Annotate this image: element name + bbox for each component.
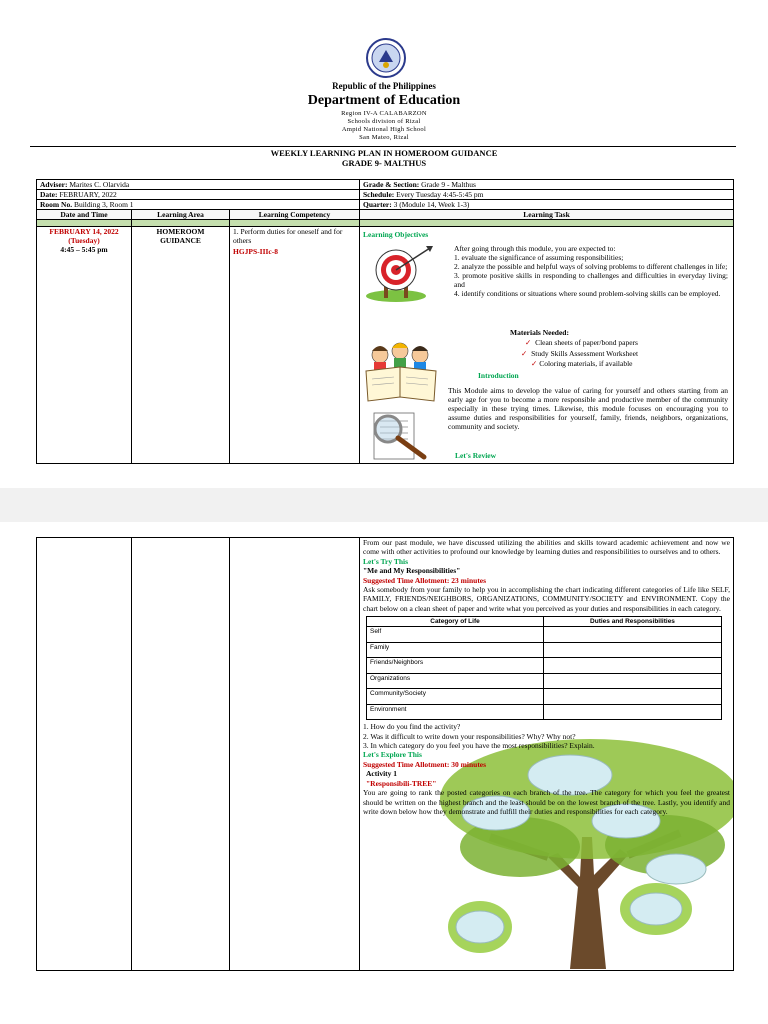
competency-text: 1. Perform duties for oneself and for others (233, 227, 343, 245)
competency-cell-empty (230, 538, 360, 971)
category-cell: Organizations (367, 673, 544, 689)
review-heading: Let's Review (455, 451, 497, 460)
category-cell: Friends/Neighbors (367, 658, 544, 674)
objective-item: 3. promote positive skills in responding to challenges and difficulties in everyday living; and (454, 271, 728, 289)
objectives-heading: Learning Objectives (363, 230, 429, 239)
objective-item: 2. analyze the possible and helpful ways of solving problems to different challenges in life; (454, 262, 728, 271)
column-header-task: Learning Task (360, 210, 734, 220)
category-cell: Self (367, 627, 544, 643)
learning-task-cell-continued (360, 538, 734, 971)
competency-cell (230, 227, 360, 464)
deped-seal-icon (366, 38, 406, 78)
chart-header-duties: Duties and Responsibilities (544, 617, 722, 627)
location-line: San Mateo, Rizal (359, 134, 409, 141)
target-icon (362, 244, 434, 304)
materials-heading: Materials Needed: (510, 328, 569, 337)
material-item: ✓ Study Skills Assessment Worksheet (521, 349, 639, 358)
introduction-text: This Module aims to develop the value of caring for yourself and others starting from an early age for you to become a more responsible and productive member of the community especially in these trying times. Likewise, this module focuses on encouraging you to assume duties and responsibilities for yourself, family, friends, neighbors, organizations, community and society. (448, 386, 728, 431)
column-header-competency: Learning Competency (230, 210, 360, 220)
objectives-intro: After going through this module, you are expected to: (454, 244, 616, 253)
chart-header-category: Category of Life (367, 617, 544, 627)
header-divider (30, 146, 736, 147)
room-cell: Room No. Building 3, Room 1 (37, 200, 360, 210)
column-header-area: Learning Area (132, 210, 230, 220)
check-icon: ✓ (521, 349, 528, 358)
check-icon: ✓ (531, 359, 538, 368)
review-text: From our past module, we have discussed utilizing the abilities and skills toward academic achievement and now we come with other activities to profound our knowledge by learning duties and responsibilities to ourselves and to others. (363, 538, 730, 557)
date-time-cell (37, 227, 132, 464)
activity-label: Activity 1 (366, 769, 398, 779)
time-allotment-1: Suggested Time Allotment: 23 minutes (363, 575, 487, 585)
plan-title: WEEKLY LEARNING PLAN IN HOMEROOM GUIDANCE (270, 148, 498, 158)
check-icon: ✓ (525, 338, 532, 347)
date-time-cell-empty (37, 538, 132, 971)
document-page-2 (0, 522, 768, 1024)
activity-title: "Responsibili-TREE" (366, 778, 437, 788)
category-cell: Family (367, 642, 544, 658)
objectives-block (454, 244, 728, 298)
schedule-cell: Schedule: Every Tuesday 4:45-5:45 pm (360, 190, 734, 200)
division-line: Schools division of Rizal (347, 118, 421, 125)
learning-area-cell-empty (132, 538, 230, 971)
kids-reading-icon (362, 337, 440, 407)
competency-code: HGJPS-IIIc-8 (233, 247, 278, 256)
adviser-cell: Adviser: Marites C. Olarvida (37, 180, 360, 190)
republic-heading: Republic of the Philippines (332, 81, 436, 91)
try-heading: Let's Try This (363, 556, 409, 566)
learning-plan-table-continued (36, 537, 734, 971)
column-header-date: Date and Time (37, 210, 132, 220)
department-heading: Department of Education (307, 93, 461, 108)
category-cell: Community/Society (367, 689, 544, 705)
lesson-time: 4:45 – 5:45 pm (60, 245, 108, 254)
lesson-date: FEBRUARY 14, 2022 (49, 227, 119, 236)
date-cell: Date: FEBRUARY, 2022 (37, 190, 360, 200)
lesson-day: (Tuesday) (68, 236, 100, 245)
question-item: 3. In which category do you feel you have the most responsibilities? Explain. (363, 741, 595, 751)
explore-heading: Let's Explore This (363, 750, 422, 760)
category-cell: Environment (367, 704, 544, 720)
material-item: ✓ Clean sheets of paper/bond papers (525, 338, 638, 347)
learning-task-cell (360, 227, 734, 464)
introduction-heading: Introduction (478, 371, 519, 380)
magnifier-document-icon (368, 411, 440, 461)
document-page-1 (0, 0, 768, 488)
objective-item: 1. evaluate the significance of assuming responsibilities; (454, 253, 624, 262)
learning-area-cell: HOMEROOM GUIDANCE (132, 227, 230, 464)
try-title: "Me and My Responsibilities" (363, 566, 461, 576)
try-instructions: Ask somebody from your family to help you in accomplishing the chart indicating different categories of Life like SELF, FAMILY, FRIENDS/NEIGHBORS, ORGANIZATIONS, COMMUNITY/SOCIETY and ENVIRONMENT. Copy the chart below on a clean sheet of paper and write what you perceived as your duties and responsibilities in each category. (363, 585, 730, 613)
region-line: Region IV-A CALABARZON (341, 110, 427, 117)
activity-text: You are going to rank the posted categories on each branch of the tree. The category for which you feel the greatest should be written on the highest branch and the least should be on the lowest branch of the tree. Lastly, you identify and write down below how they demonstrate and fulfill their duties and responsibilities for each category. (363, 788, 730, 816)
category-chart (366, 616, 722, 720)
quarter-cell: Quarter: 3 (Module 14, Week 1-3) (360, 200, 734, 210)
time-allotment-2: Suggested Time Allotment: 30 minutes (363, 759, 487, 769)
material-item: ✓ Coloring materials, if available (531, 359, 633, 368)
question-item: 2. Was it difficult to write down your responsibilities? Why? Why not? (363, 731, 576, 741)
learning-plan-table (36, 179, 734, 464)
plan-grade: GRADE 9- MALTHUS (341, 158, 427, 168)
school-line: Ampid National High School (341, 126, 427, 133)
objective-item: 4. identify conditions or situations where sound problem-solving skills can be employed. (454, 289, 721, 298)
grade-section-cell: Grade & Section: Grade 9 - Malthus (360, 180, 734, 190)
question-item: 1. How do you find the activity? (363, 722, 461, 732)
